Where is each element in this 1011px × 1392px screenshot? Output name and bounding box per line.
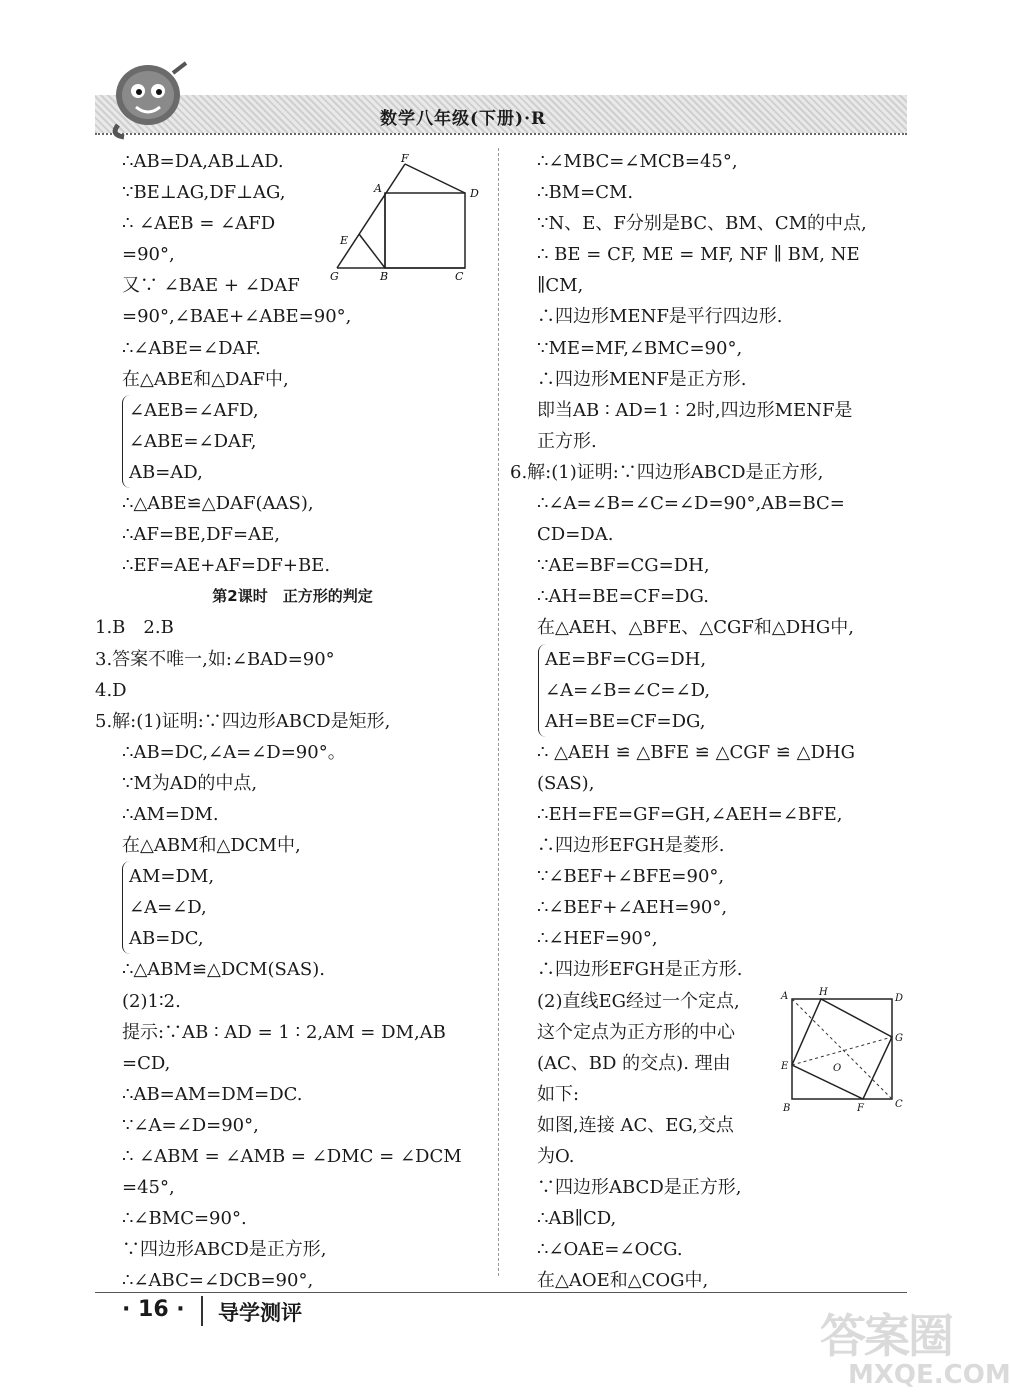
figure-label: C [455,270,464,283]
right-column [510,146,910,1296]
text-line: ∴EF=AE+AF=DF+BE. [122,555,331,577]
text-line: =90°, [122,244,175,266]
text-line: AB=DC, [129,928,204,950]
condition-brace [122,861,490,954]
text-line: ∴EH=FE=GF=GH,∠AEH=∠BFE, [537,803,843,825]
text-line: ∴AF=BE,DF=AE, [122,524,280,546]
text-line: ∴四边形MENF是正方形. [537,368,747,390]
geometry-figure-1 [325,150,479,285]
text-line: 为O. [537,1146,575,1167]
figure-label: G [895,1033,903,1044]
text-line: ∴ ∠AEB = ∠AFD [122,213,276,235]
text-line: (2)直线EG经过一个定点, [537,990,740,1012]
text-line: ∴AH=BE=CF=DG. [537,586,709,608]
figure-label: E [340,234,349,247]
text-line: (2)1∶2. [122,990,181,1012]
text-line: ∴四边形EFGH是正方形. [537,959,743,981]
text-line: 正方形. [537,430,597,452]
text-line: ∴∠A=∠B=∠C=∠D=90°,AB=BC= [537,493,845,515]
answer-line: 3.答案不唯一,如:∠BAD=90° [95,648,335,670]
text-line: ∴AB=DA,AB⊥AD. [122,151,284,172]
text-line: ∴△ABM≌△DCM(SAS). [122,959,325,981]
text-line: (AC、BD 的交点). 理由 [537,1052,731,1074]
text-line: ∴∠ABC=∠DCB=90°, [122,1270,314,1292]
footer-divider [95,1292,907,1293]
figure-label: B [783,1103,791,1114]
text-line: ∵ME=MF,∠BMC=90°, [537,337,743,359]
text-line: ∴四边形MENF是平行四边形. [537,306,783,328]
footer-brand: 导学测评 [218,1301,302,1325]
text-line: ∵∠A=∠D=90°, [122,1114,259,1136]
text-line: CD=DA. [537,524,614,546]
text-line: 即当AB ∶ AD=1 ∶ 2时,四边形MENF是 [537,399,853,421]
text-line: 在△ABM和△DCM中, [122,835,301,857]
figure-label: F [857,1103,864,1114]
figure-label: A [781,991,789,1002]
answer-line: 4.D [95,679,127,701]
figure-label: F [401,152,409,165]
text-line: ∴∠BMC=90°. [122,1208,247,1230]
text-line: (SAS), [537,772,595,794]
mascot-icon [88,55,198,145]
text-line: 如图,连接 AC、EG,交点 [537,1114,734,1136]
condition-brace [122,395,490,488]
text-line: AE=BF=CG=DH, [545,648,707,670]
answer-line: 1.B 2.B [95,617,174,639]
text-line: 在△AEH、△BFE、△CGF和△DHG中, [537,617,854,639]
section-title: 第2课时 正方形的判定 [212,587,373,606]
text-line: AH=BE=CF=DG, [545,710,706,732]
text-line: ∵BE⊥AG,DF⊥AG, [122,182,286,204]
figure-label: A [374,182,382,195]
text-line: ∵∠BEF+∠BFE=90°, [537,866,725,888]
text-line: =90°,∠BAE+∠ABE=90°, [122,306,352,328]
geometry-figure-2 [775,985,910,1115]
header-title: 数学八年级(下册)·R [380,109,547,129]
text-line: AB=AD, [129,461,203,483]
page-number: · 16 · [122,1297,185,1322]
figure-label: H [819,987,828,998]
text-line: ∥CM, [537,275,584,297]
text-line: ∴ BE = CF, ME = MF, NF ∥ BM, NE [537,244,860,266]
text-line: ∴∠HEF=90°, [537,928,658,950]
text-line: ∴∠ABE=∠DAF. [122,337,261,359]
text-line: ∴AB∥CD, [537,1208,617,1230]
text-line: ∴AB=DC,∠A=∠D=90°。 [122,741,346,763]
text-line: ∴AB=AM=DM=DC. [122,1083,303,1105]
text-line: ∴∠OAE=∠OCG. [537,1239,683,1261]
answer-line: 5.解:(1)证明:∵四边形ABCD是矩形, [95,710,391,732]
watermark-logo: 答案圈 [820,1309,952,1363]
text-line: ∴ △AEH ≌ △BFE ≌ △CGF ≌ △DHG [537,741,855,763]
footer-separator [201,1296,203,1326]
text-line: 如下: [537,1083,580,1105]
text-line: ∵四边形ABCD是正方形, [537,1177,742,1199]
text-line: ∴∠MBC=∠MCB=45°, [537,151,738,172]
text-line: =CD, [122,1052,171,1074]
text-line: ∠ABE=∠DAF, [129,430,257,452]
figure-label: E [781,1061,789,1072]
text-line: 在△ABE和△DAF中, [122,368,289,390]
text-line: ∴△ABE≌△DAF(AAS), [122,493,314,515]
figure-label: G [330,270,339,283]
text-line: ∵四边形ABCD是正方形, [122,1239,327,1261]
text-line: 在△AOE和△COG中, [537,1270,709,1292]
figure-label: D [470,187,479,200]
header-divider [95,133,907,135]
watermark-url: MXQE.COM [848,1360,1011,1390]
figure-label: C [895,1099,903,1110]
text-line: ∴四边形EFGH是菱形. [537,835,725,857]
text-line: ∵AE=BF=CG=DH, [537,555,710,577]
text-line: ∴∠BEF+∠AEH=90°, [537,897,728,919]
text-line: 又∵ ∠BAE + ∠DAF [122,275,300,297]
text-line: ∠A=∠B=∠C=∠D, [545,679,711,701]
text-line: ∠A=∠D, [129,897,207,919]
text-line: ∵N、E、F分别是BC、BM、CM的中点, [537,213,867,235]
figure-label: B [380,270,389,283]
text-line: ∴BM=CM. [537,182,634,204]
question-line: 6.解:(1)证明:∵四边形ABCD是正方形, [510,461,824,483]
text-line: ∴AM=DM. [122,803,219,825]
text-line: ∵M为AD的中点, [122,772,258,794]
text-line: AM=DM, [129,866,215,888]
condition-brace [538,644,910,737]
column-divider [498,148,499,1276]
text-line: ∴ ∠ABM = ∠AMB = ∠DMC = ∠DCM [122,1146,462,1167]
text-line: 提示:∵AB ∶ AD = 1 ∶ 2,AM = DM,AB [122,1021,446,1043]
text-line: =45°, [122,1177,175,1199]
figure-label: O [833,1063,842,1074]
text-line: ∠AEB=∠AFD, [129,399,259,421]
text-line: 这个定点为正方形的中心 [537,1021,735,1043]
left-column [95,146,490,1296]
figure-label: D [895,993,904,1004]
watermark [800,1300,1011,1392]
